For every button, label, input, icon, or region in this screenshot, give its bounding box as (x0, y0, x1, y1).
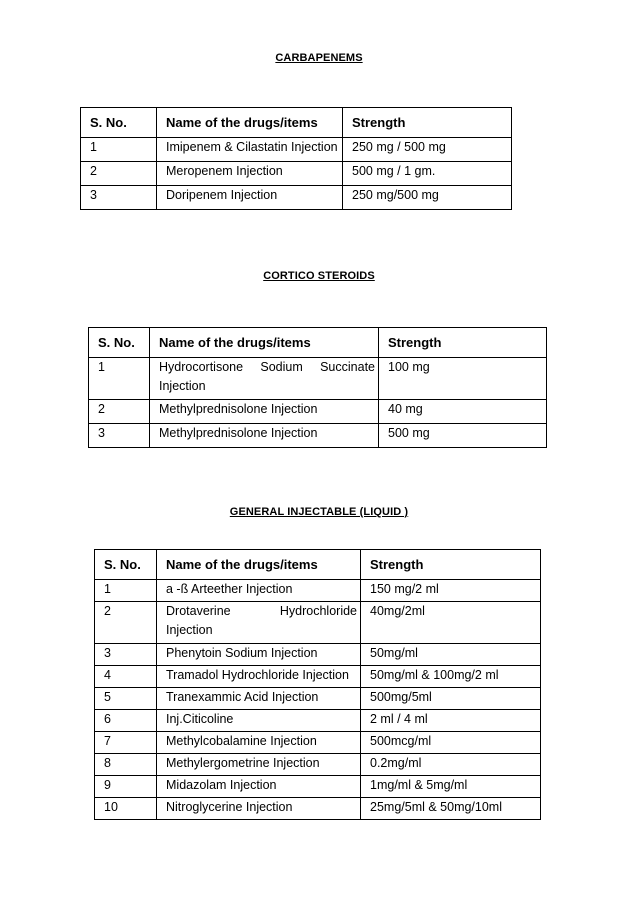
cell-drug-name: a -ß Arteether Injection (157, 580, 361, 602)
table-row (81, 162, 512, 186)
header-drug-name: Name of the drugs/items (157, 550, 361, 580)
cell-sno: 9 (95, 776, 157, 798)
cell-drug-name: Tramadol Hydrochloride Injection (157, 666, 361, 688)
cell-strength: 0.2mg/ml (361, 754, 541, 776)
header-drug-name: Name of the drugs/items (157, 108, 343, 138)
table-row (95, 776, 541, 798)
header-sno: S. No. (81, 108, 157, 138)
cell-drug-name: Tranexammic Acid Injection (157, 688, 361, 710)
cell-drug-name: Midazolam Injection (157, 776, 361, 798)
cell-sno: 10 (95, 798, 157, 820)
cell-drug-name: Imipenem & Cilastatin Injection (157, 138, 343, 162)
cell-sno: 3 (95, 644, 157, 666)
cell-sno: 1 (81, 138, 157, 162)
cell-strength: 50mg/ml & 100mg/2 ml (361, 666, 541, 688)
cell-drug-name: Inj.Citicoline (157, 710, 361, 732)
table-general-injectable (94, 549, 541, 820)
cell-sno: 1 (89, 358, 150, 400)
header-drug-name: Name of the drugs/items (150, 328, 379, 358)
cell-strength: 1mg/ml & 5mg/ml (361, 776, 541, 798)
cell-strength: 100 mg (379, 358, 547, 400)
table-header-row (95, 550, 541, 580)
cell-strength: 250 mg/500 mg (343, 186, 512, 210)
cell-sno: 2 (89, 400, 150, 424)
cell-drug-name: Meropenem Injection (157, 162, 343, 186)
table-row (89, 424, 547, 448)
cell-sno: 5 (95, 688, 157, 710)
cell-strength: 500mg/5ml (361, 688, 541, 710)
cell-drug-name: Methylergometrine Injection (157, 754, 361, 776)
header-strength: Strength (343, 108, 512, 138)
cell-strength: 250 mg / 500 mg (343, 138, 512, 162)
table-row (95, 580, 541, 602)
cell-sno: 8 (95, 754, 157, 776)
table-cortico-steroids (88, 327, 547, 448)
table-row (95, 602, 541, 644)
cell-drug-name: Methylprednisolone Injection (150, 400, 379, 424)
table-header-row (89, 328, 547, 358)
cell-strength: 40mg/2ml (361, 602, 541, 644)
cell-strength: 150 mg/2 ml (361, 580, 541, 602)
table-row (95, 644, 541, 666)
cell-drug-name: Nitroglycerine Injection (157, 798, 361, 820)
cell-strength: 2 ml / 4 ml (361, 710, 541, 732)
cell-strength: 50mg/ml (361, 644, 541, 666)
header-sno: S. No. (95, 550, 157, 580)
cell-sno: 3 (89, 424, 150, 448)
cell-sno: 7 (95, 732, 157, 754)
table-row (81, 186, 512, 210)
cell-sno: 2 (81, 162, 157, 186)
table-row (95, 710, 541, 732)
table-row (95, 798, 541, 820)
cell-sno: 6 (95, 710, 157, 732)
table-row (89, 400, 547, 424)
table-carbapenems (80, 107, 512, 210)
table-row (95, 688, 541, 710)
table-row (95, 732, 541, 754)
cell-drug-name: Methylcobalamine Injection (157, 732, 361, 754)
header-strength: Strength (361, 550, 541, 580)
cell-strength: 25mg/5ml & 50mg/10ml (361, 798, 541, 820)
table-row (95, 754, 541, 776)
table-row (81, 138, 512, 162)
cell-strength: 40 mg (379, 400, 547, 424)
header-sno: S. No. (89, 328, 150, 358)
table-header-row (81, 108, 512, 138)
cell-strength: 500 mg (379, 424, 547, 448)
cell-drug-name: Hydrocortisone Sodium Succinate Injection (150, 358, 379, 400)
section-title-general-injectable: GENERAL INJECTABLE (LIQUID ) (229, 506, 409, 518)
cell-sno: 1 (95, 580, 157, 602)
header-strength: Strength (379, 328, 547, 358)
cell-strength: 500mcg/ml (361, 732, 541, 754)
cell-drug-name: Drotaverine Hydrochloride Injection (157, 602, 361, 644)
section-title-cortico-steroids: CORTICO STEROIDS (263, 270, 375, 282)
cell-sno: 4 (95, 666, 157, 688)
cell-strength: 500 mg / 1 gm. (343, 162, 512, 186)
table-row (95, 666, 541, 688)
cell-drug-name: Phenytoin Sodium Injection (157, 644, 361, 666)
cell-drug-name: Methylprednisolone Injection (150, 424, 379, 448)
table-row (89, 358, 547, 400)
cell-sno: 2 (95, 602, 157, 644)
cell-sno: 3 (81, 186, 157, 210)
cell-drug-name: Doripenem Injection (157, 186, 343, 210)
section-title-carbapenems: CARBAPENEMS (275, 52, 363, 64)
